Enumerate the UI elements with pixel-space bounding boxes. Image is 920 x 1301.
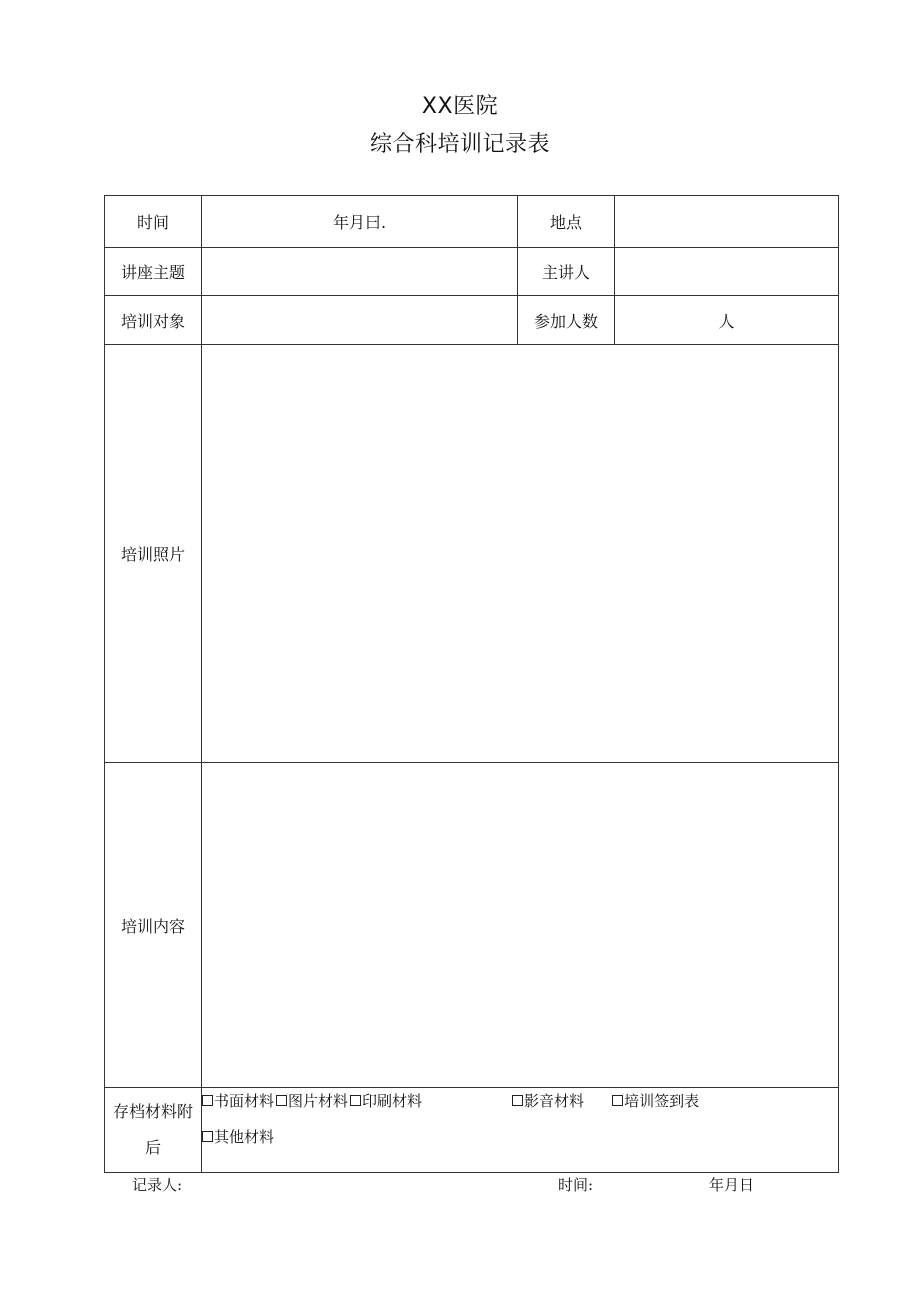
checkbox-icon[interactable] [612, 1095, 623, 1106]
checkbox-icon[interactable] [350, 1095, 361, 1106]
archive-option-pictures[interactable]: 图片材料 [276, 1090, 348, 1111]
training-record-table [104, 195, 839, 1173]
form-header [0, 88, 920, 164]
checkbox-icon[interactable] [202, 1131, 213, 1142]
row-trainees-count [105, 296, 839, 345]
date-field[interactable]: 年月曰. [202, 196, 518, 248]
time-label: 时间 [105, 196, 202, 248]
lecture-topic-label: 讲座主题 [105, 248, 202, 296]
archive-options-row-1 [202, 1088, 838, 1112]
location-field[interactable] [615, 196, 839, 248]
attendee-count-field[interactable] [615, 296, 839, 345]
lecturer-field[interactable] [615, 248, 839, 296]
archive-options-row-2 [202, 1124, 838, 1148]
archive-option-other[interactable]: 其他材料 [202, 1126, 274, 1147]
form-title: 综合科培训记录表 [369, 132, 550, 157]
archive-options [202, 1088, 839, 1173]
recorder-label: 记录人: [132, 1176, 183, 1194]
lecture-topic-field[interactable] [202, 248, 518, 296]
row-content [105, 763, 839, 1088]
archive-option-written[interactable]: 书面材料 [202, 1090, 274, 1111]
row-archive [105, 1088, 839, 1173]
lecturer-label: 主讲人 [518, 248, 615, 296]
archive-option-signin-sheet[interactable]: 培训签到表 [612, 1090, 699, 1111]
checkbox-icon[interactable] [512, 1095, 523, 1106]
attendee-count-unit: 人 [718, 311, 735, 331]
checkbox-icon[interactable] [202, 1095, 213, 1106]
content-label: 培训内容 [105, 763, 202, 1088]
row-topic-lecturer [105, 248, 839, 296]
archive-label [105, 1088, 202, 1173]
archive-option-printed[interactable]: 印刷材料 [350, 1090, 422, 1111]
row-time-location [105, 196, 839, 248]
content-area[interactable] [202, 763, 839, 1088]
hospital-name: XX医院 [421, 94, 499, 119]
trainees-field[interactable] [202, 296, 518, 345]
photos-area[interactable] [202, 345, 839, 763]
row-photos [105, 345, 839, 763]
archive-option-audio-video[interactable]: 影音材料 [512, 1090, 584, 1111]
form-footer [0, 1174, 920, 1198]
footer-date-field[interactable]: 年月日 [709, 1176, 755, 1194]
trainees-label: 培训对象 [105, 296, 202, 345]
attendee-count-label: 参加人数 [518, 296, 615, 345]
checkbox-icon[interactable] [276, 1095, 287, 1106]
archive-label-text: 存档材料附后 [112, 1102, 193, 1157]
location-label: 地点 [518, 196, 615, 248]
footer-time-label: 时间: [558, 1176, 594, 1194]
photos-label: 培训照片 [105, 345, 202, 763]
